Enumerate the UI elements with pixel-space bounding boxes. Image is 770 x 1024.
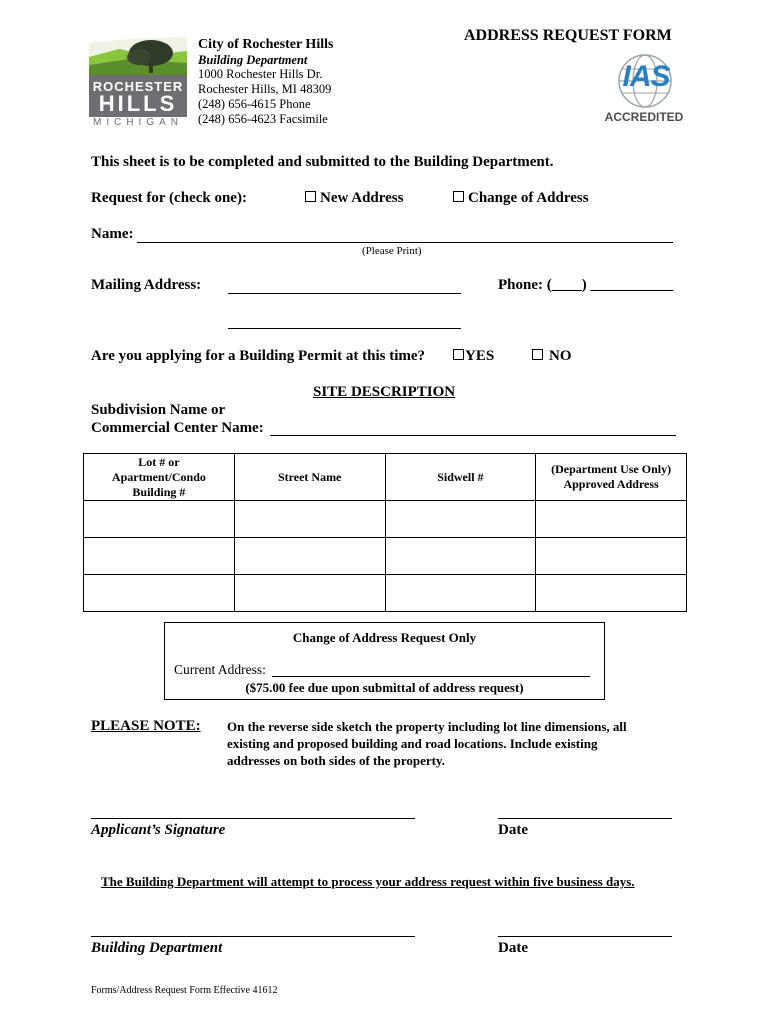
mailing-address-label: Mailing Address: bbox=[91, 277, 202, 293]
commercial-center-label: Commercial Center Name: bbox=[91, 420, 264, 436]
permit-question: Are you applying for a Building Permit at this time? bbox=[91, 348, 426, 364]
table-header-row bbox=[84, 454, 687, 501]
applicant-signature-field[interactable] bbox=[91, 818, 415, 819]
permit-yes-option[interactable] bbox=[453, 348, 494, 365]
phone-field[interactable]: Phone: (____) ___________ bbox=[498, 277, 673, 293]
new-address-label: New Address bbox=[320, 190, 404, 206]
request-label: Request for (check one): bbox=[91, 190, 247, 206]
permit-no-checkbox[interactable] bbox=[532, 349, 543, 360]
site-description-heading: SITE DESCRIPTION bbox=[313, 384, 456, 400]
col-lot-header-line1: Lot # or bbox=[138, 454, 180, 469]
ias-accredited-badge bbox=[605, 52, 683, 126]
phone-number: (248) 656-4615 Phone bbox=[198, 97, 311, 111]
city-logo bbox=[89, 35, 187, 130]
note-line-2: existing and proposed building and road locations. Include existing bbox=[227, 736, 598, 751]
building-dept-date-label: Date bbox=[498, 940, 528, 956]
applicant-date-label: Date bbox=[498, 822, 528, 838]
subdivision-label: Subdivision Name or bbox=[91, 402, 226, 418]
mailing-address-field-1[interactable] bbox=[228, 293, 461, 294]
permit-no-label: NO bbox=[549, 348, 572, 364]
street-address: 1000 Rochester Hills Dr. bbox=[198, 67, 323, 81]
col-approved-header-line2: Approved Address bbox=[563, 477, 659, 491]
intro-text: This sheet is to be completed and submitted to the Building Department. bbox=[91, 154, 554, 170]
table-cell bbox=[536, 538, 687, 575]
please-note-label: PLEASE NOTE: bbox=[91, 718, 201, 734]
table-row bbox=[84, 501, 687, 538]
city-state-zip: Rochester Hills, MI 48309 bbox=[198, 82, 332, 96]
col-street-header: Street Name bbox=[234, 454, 385, 501]
table-cell bbox=[536, 575, 687, 612]
logo-text-michigan: MICHIGAN bbox=[93, 117, 183, 128]
current-address-field[interactable] bbox=[272, 676, 590, 677]
table-cell[interactable] bbox=[234, 538, 385, 575]
please-print-note: (Please Print) bbox=[362, 245, 422, 257]
building-dept-signature-field[interactable] bbox=[91, 936, 415, 937]
col-lot-header-line2: Apartment/Condo bbox=[111, 469, 206, 484]
note-line-1: On the reverse side sketch the property including lot line dimensions, all bbox=[227, 719, 627, 734]
change-of-address-box bbox=[164, 622, 605, 700]
table-cell[interactable] bbox=[234, 501, 385, 538]
col-lot-header bbox=[84, 454, 235, 501]
processing-note: The Building Department will attempt to process your address request within five business days. bbox=[101, 874, 635, 889]
applicant-date-field[interactable] bbox=[498, 818, 672, 819]
form-title: ADDRESS REQUEST FORM bbox=[464, 27, 672, 44]
col-approved-header-line1: (Department Use Only) bbox=[551, 462, 672, 476]
table-row bbox=[84, 575, 687, 612]
org-name: City of Rochester Hills bbox=[198, 37, 334, 52]
table-cell[interactable] bbox=[385, 501, 536, 538]
table-cell[interactable] bbox=[385, 575, 536, 612]
logo-text-hills: HILLS bbox=[98, 91, 178, 116]
fee-note: ($75.00 fee due upon submittal of address request) bbox=[245, 680, 524, 695]
new-address-option[interactable] bbox=[305, 190, 403, 207]
table-cell[interactable] bbox=[84, 501, 235, 538]
note-line-3: addresses on both sides of the property. bbox=[227, 753, 446, 768]
table-cell[interactable] bbox=[84, 575, 235, 612]
ias-logo-text: IAS bbox=[622, 60, 670, 93]
commercial-center-field[interactable] bbox=[270, 435, 676, 436]
table-cell[interactable] bbox=[385, 538, 536, 575]
footer-form-id: Forms/Address Request Form Effective 41612 bbox=[91, 985, 278, 996]
change-address-label: Change of Address bbox=[468, 190, 589, 206]
col-lot-header-line3: Building # bbox=[132, 484, 186, 499]
department-name: Building Department bbox=[198, 53, 308, 67]
applicant-signature-label: Applicant’s Signature bbox=[91, 822, 226, 838]
permit-yes-label: YES bbox=[465, 348, 495, 364]
change-box-title: Change of Address Request Only bbox=[292, 630, 477, 645]
logo-text-rochester: ROCHESTER bbox=[92, 79, 184, 94]
permit-no-option[interactable] bbox=[532, 348, 572, 365]
mailing-address-field-2[interactable] bbox=[228, 328, 461, 329]
col-sidwell-header: Sidwell # bbox=[385, 454, 536, 501]
new-address-checkbox[interactable] bbox=[305, 191, 316, 202]
building-dept-signature-label: Building Department bbox=[91, 940, 223, 956]
current-address-label: Current Address: bbox=[174, 662, 266, 677]
building-dept-date-field[interactable] bbox=[498, 936, 672, 937]
table-cell[interactable] bbox=[234, 575, 385, 612]
fax-number: (248) 656-4623 Facsimile bbox=[198, 112, 328, 126]
name-field[interactable] bbox=[137, 242, 673, 243]
table-cell[interactable] bbox=[84, 538, 235, 575]
accredited-label: ACCREDITED bbox=[604, 110, 684, 124]
change-address-checkbox[interactable] bbox=[453, 191, 464, 202]
name-label: Name: bbox=[91, 226, 134, 242]
permit-yes-checkbox[interactable] bbox=[453, 349, 464, 360]
table-row bbox=[84, 538, 687, 575]
table-cell bbox=[536, 501, 687, 538]
col-approved-header bbox=[536, 454, 687, 501]
site-table bbox=[83, 453, 687, 612]
change-address-option[interactable] bbox=[453, 190, 589, 207]
